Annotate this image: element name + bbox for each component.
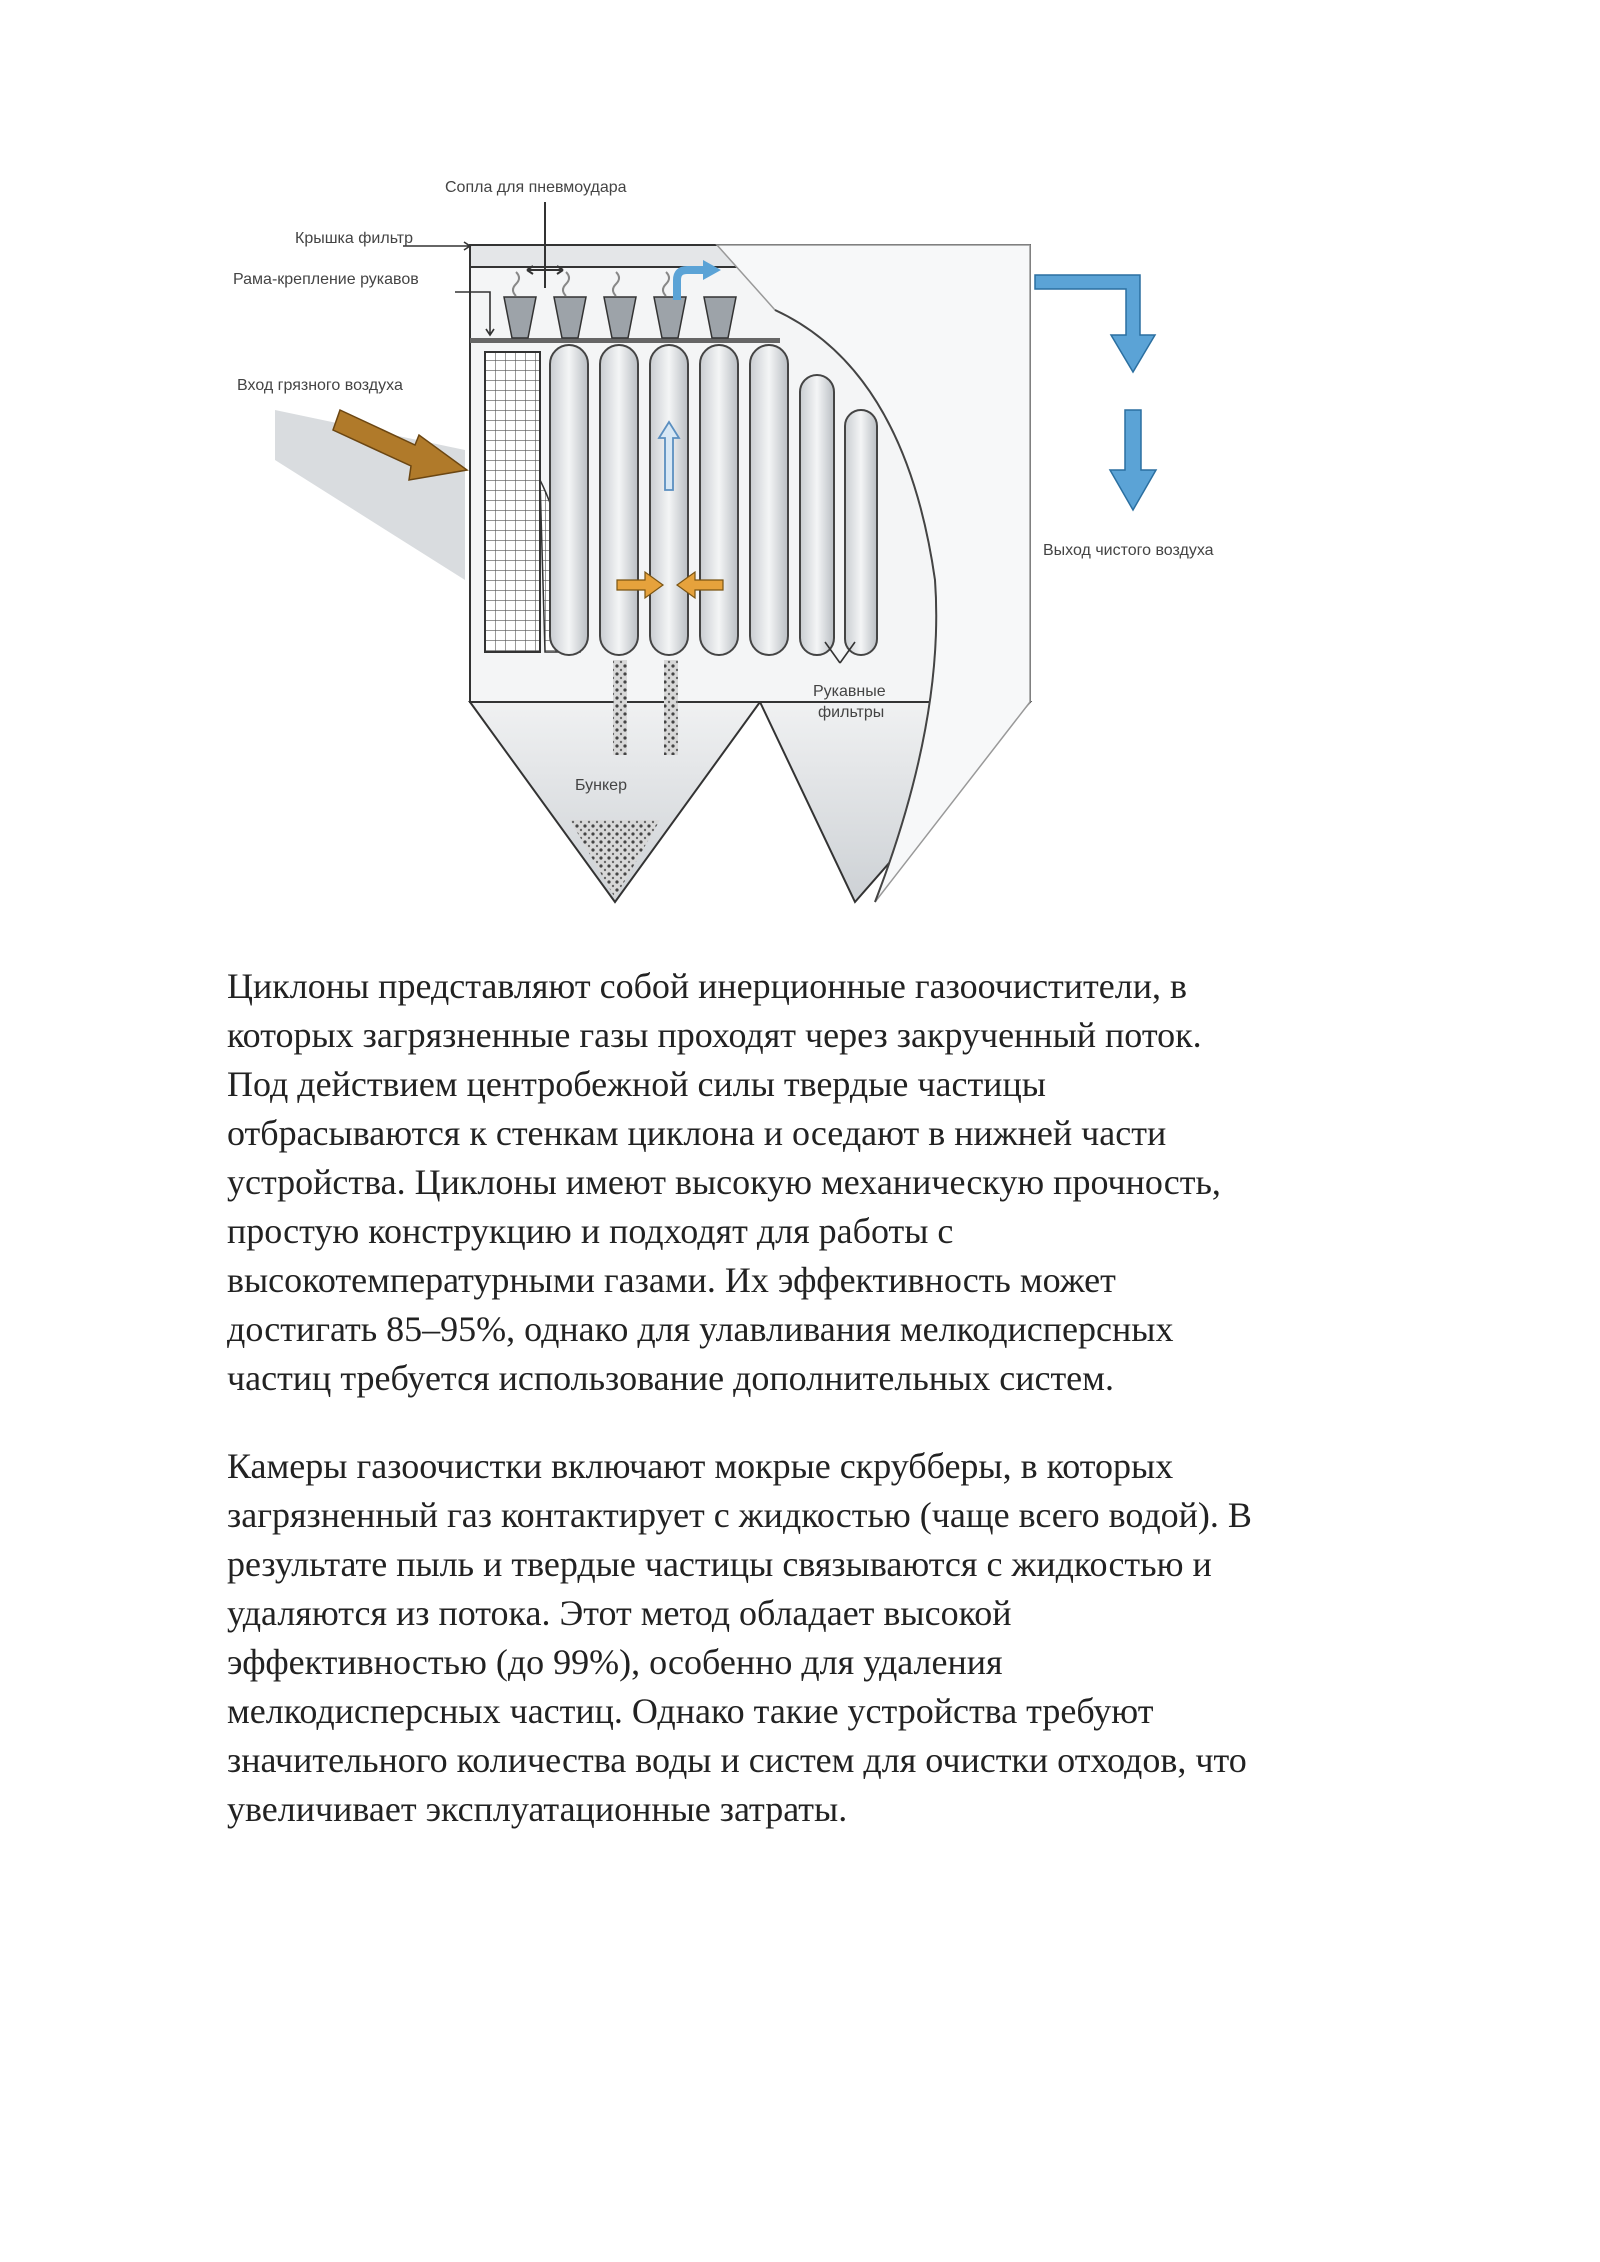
text-line: отбрасываются к стенкам циклона и оседают в нижней части <box>227 1113 1167 1153</box>
text-line: мелкодисперсных частиц. Однако такие устройства требуют <box>227 1691 1154 1731</box>
text-line: высокотемпературными газами. Их эффективность может <box>227 1260 1116 1300</box>
filter-cage <box>485 352 540 652</box>
text-line: эффективностью (до 99%), особенно для удаления <box>227 1642 1003 1682</box>
bag-frame-label: Рама-крепление рукавов <box>233 271 419 288</box>
bag-filters-label-line1: Рукавные <box>813 683 886 700</box>
paragraph-scrubbers <box>227 1442 1477 1834</box>
diagram-canvas <box>215 160 1295 920</box>
text-line: Циклоны представляют собой инерционные газоочистители, в <box>227 966 1187 1006</box>
text-line: Камеры газоочистки включают мокрые скрубберы, в которых <box>227 1446 1174 1486</box>
text-line: Под действием центробежной силы твердые частицы <box>227 1064 1046 1104</box>
dirty-air-inlet-label: Вход грязного воздуха <box>237 377 403 394</box>
baghouse-filter-diagram <box>215 160 1295 920</box>
text-line: устройства. Циклоны имеют высокую механическую прочность, <box>227 1162 1221 1202</box>
clean-air-outlet-label: Выход чистого воздуха <box>1043 542 1214 559</box>
text-line: загрязненный газ контактирует с жидкостью (чаще всего водой). В <box>227 1495 1252 1535</box>
text-line: увеличивает эксплуатационные затраты. <box>227 1789 848 1829</box>
nozzles-label: Сопла для пневмоудара <box>445 179 627 196</box>
filter-bags <box>550 345 877 655</box>
text-line: значительного количества воды и систем для очистки отходов, что <box>227 1740 1247 1780</box>
cover-leader <box>403 242 470 250</box>
paragraph-cyclones <box>227 962 1477 1403</box>
text-line: удаляются из потока. Этот метод обладает высокой <box>227 1593 1012 1633</box>
text-line: простую конструкцию и подходят для работы с <box>227 1211 954 1251</box>
bag-filters-label-line2: фильтры <box>818 704 885 721</box>
clean-air-outlet-arrows <box>1035 275 1156 510</box>
text-line: которых загрязненные газы проходят через закрученный поток. <box>227 1015 1202 1055</box>
text-line: результате пыль и твердые частицы связываются с жидкостью и <box>227 1544 1212 1584</box>
hopper-label: Бункер <box>575 777 627 794</box>
text-line: частиц требуется использование дополнительных систем. <box>227 1358 1114 1398</box>
filter-cover-label: Крышка фильтр <box>295 230 413 247</box>
text-line: достигать 85–95%, однако для улавливания мелкодисперсных <box>227 1309 1174 1349</box>
